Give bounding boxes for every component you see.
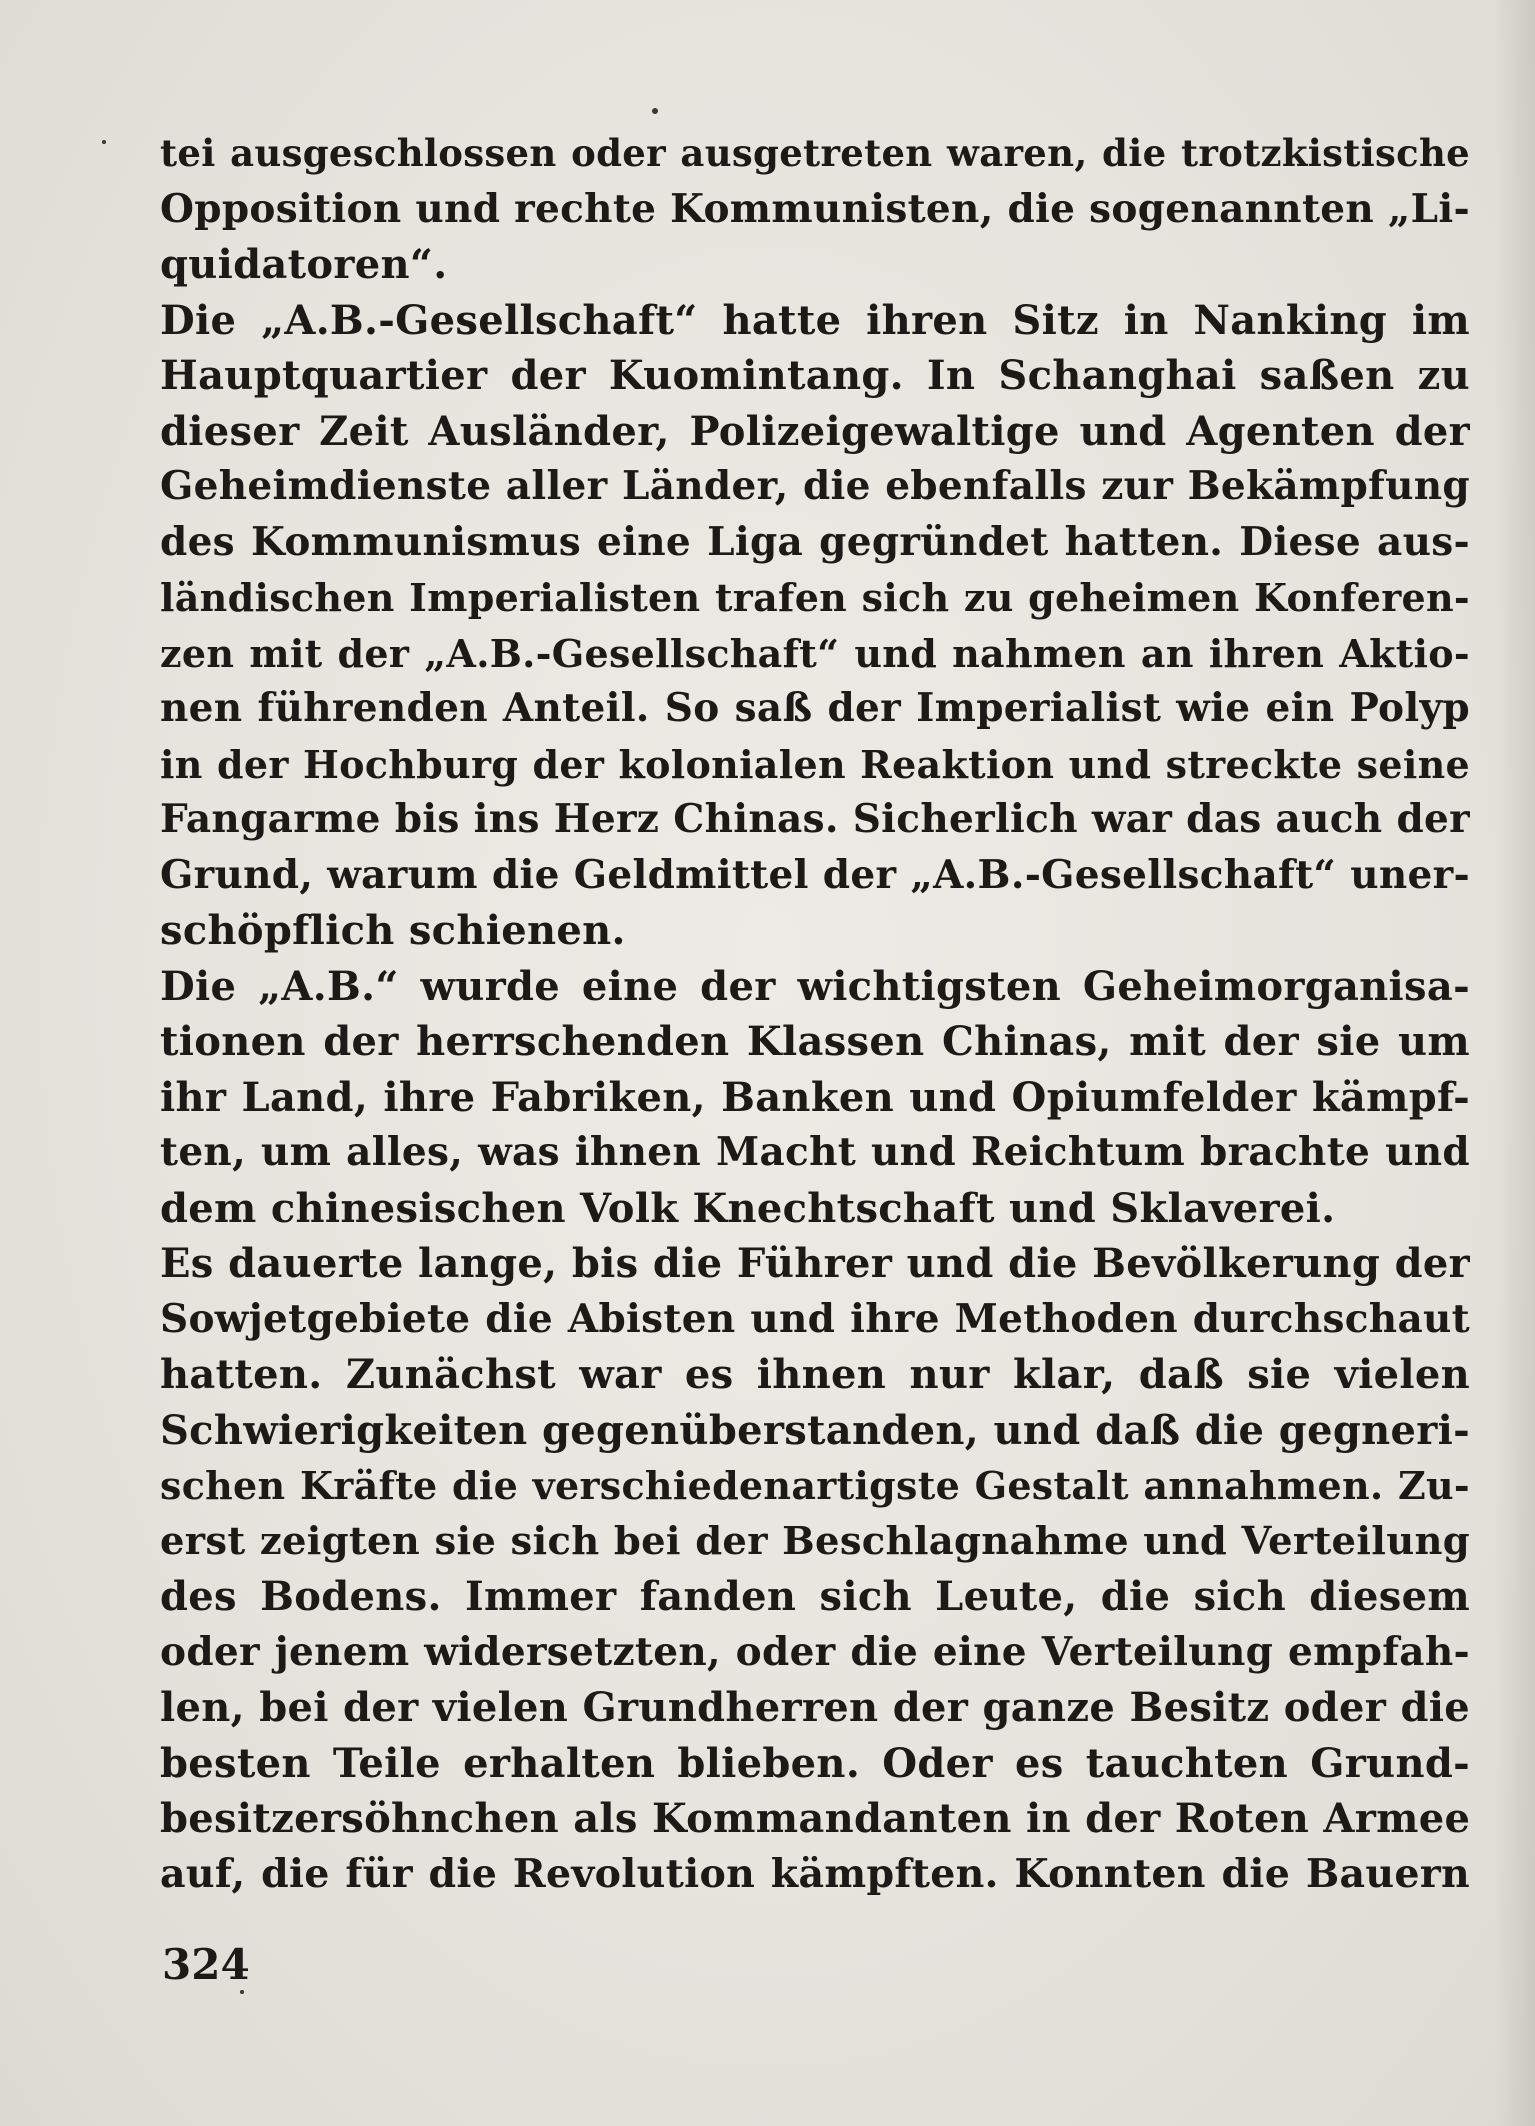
text-line: Grund, warum die Geldmittel der „A.B.-Gesellschaft“ uner-	[160, 851, 1470, 898]
text-line: besitzersöhnchen als Kommandanten in der Roten Armee	[160, 1795, 1470, 1842]
text-line: ten, um alles, was ihnen Macht und Reichtum brachte und	[160, 1129, 1470, 1175]
text-line: Hauptquartier der Kuomintang. In Schanghai saßen zu	[160, 352, 1470, 399]
page-number: 324	[162, 1940, 250, 1989]
text-line: Die „A.B.-Gesellschaft“ hatte ihren Sitz in Nanking im	[160, 296, 1470, 344]
text-line: len, bei der vielen Grundherren der ganze Besitz oder die	[160, 1684, 1470, 1731]
text-line: quidatoren“.	[160, 241, 448, 288]
text-line: Sowjetgebiete die Abisten und ihre Methoden durchschaut	[160, 1295, 1470, 1342]
text-line: Schwierigkeiten gegenüberstanden, und daß die gegneri-	[160, 1406, 1470, 1454]
text-line: des Bodens. Immer fanden sich Leute, die sich diesem	[160, 1573, 1470, 1620]
print-speck	[240, 1990, 244, 1994]
text-line: erst zeigten sie sich bei der Beschlagnahme und Verteilung	[160, 1518, 1470, 1564]
text-line: des Kommunismus eine Liga gegründet hatten. Diese aus-	[160, 518, 1470, 565]
text-line: auf, die für die Revolution kämpften. Konnten die Bauern	[160, 1850, 1470, 1897]
text-line: tionen der herrschenden Klassen Chinas, mit der sie um	[160, 1018, 1470, 1065]
text-line: Opposition und rechte Kommunisten, die sogenannten „Li-	[160, 185, 1470, 232]
text-line: ihr Land, ihre Fabriken, Banken und Opiumfelder kämpf-	[160, 1073, 1470, 1121]
body-text	[160, 126, 1470, 1902]
text-line: oder jenem widersetzten, oder die eine Verteilung empfah-	[160, 1628, 1470, 1675]
text-line: Fangarme bis ins Herz Chinas. Sicherlich war das auch der	[160, 796, 1470, 842]
text-line: dem chinesischen Volk Knechtschaft und Sklaverei.	[160, 1184, 1336, 1232]
text-line: in der Hochburg der kolonialen Reaktion und streckte seine	[160, 741, 1470, 787]
print-speck	[652, 108, 658, 114]
text-line: tei ausgeschlossen oder ausgetreten waren, die trotzkistische	[160, 131, 1470, 175]
text-line: schen Kräfte die verschiedenartigste Gestalt annahmen. Zu-	[160, 1463, 1470, 1508]
text-line: dieser Zeit Ausländer, Polizeigewaltige und Agenten der	[160, 407, 1470, 455]
text-line: schöpflich schienen.	[160, 907, 626, 954]
text-line: hatten. Zunächst war es ihnen nur klar, daß sie vielen	[160, 1351, 1470, 1398]
text-line: ländischen Imperialisten trafen sich zu geheimen Konferen-	[160, 575, 1470, 620]
text-line: Es dauerte lange, bis die Führer und die Bevölkerung der	[160, 1240, 1470, 1287]
text-line: Geheimdienste aller Länder, die ebenfalls zur Bekämpfung	[160, 463, 1470, 509]
text-line: Die „A.B.“ wurde eine der wichtigsten Geheimorganisa-	[160, 962, 1470, 1010]
print-speck	[102, 140, 106, 144]
text-line: nen führenden Anteil. So saß der Imperialist wie ein Polyp	[160, 685, 1470, 731]
page-edge-shadow	[1495, 0, 1535, 2126]
text-line: zen mit der „A.B.-Gesellschaft“ und nahmen an ihren Aktio-	[160, 630, 1470, 676]
text-line: besten Teile erhalten blieben. Oder es tauchten Grund-	[160, 1739, 1470, 1787]
